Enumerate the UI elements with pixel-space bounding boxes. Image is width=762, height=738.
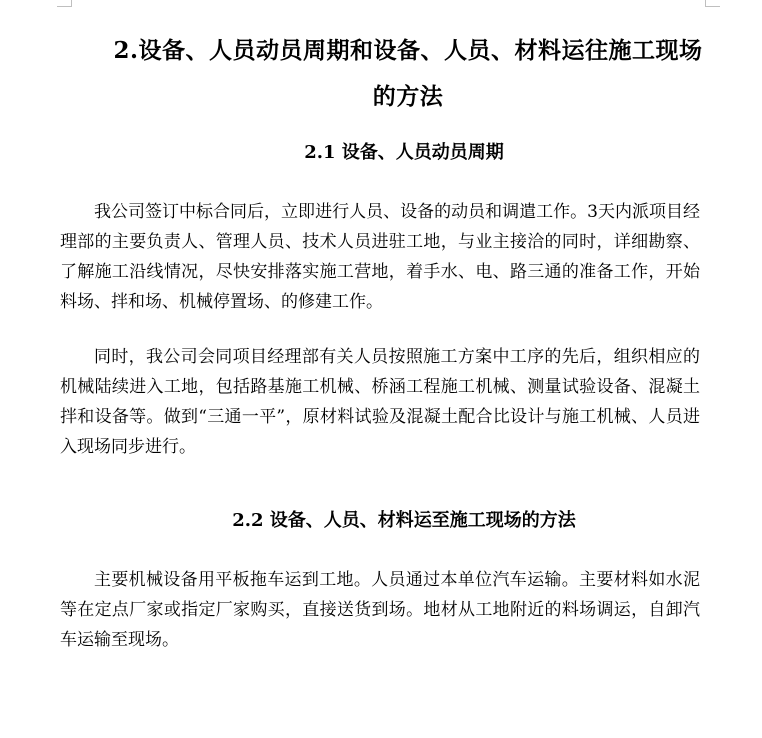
paragraph-mobilization: 我公司签订中标合同后，立即进行人员、设备的动员和调遣工作。3天内派项目经理部的主要负责人、管理人员、技术人员进驻工地，与业主接洽的同时，详细勘察、了解施工沿线情况，尽快安排落实施工营地，着手水、电、路三通的准备工作，开始料场、拌和场、机械停置场、的修建工作。 bbox=[60, 202, 700, 312]
section-heading-2-1: 2.1 设备、人员动员周期 bbox=[304, 142, 504, 163]
page-corner-mark-left bbox=[57, 0, 72, 7]
page-corner-mark-right bbox=[705, 0, 720, 7]
paragraph-transport-method: 主要机械设备用平板拖车运到工地。人员通过本单位汽车运输。主要材料如水泥等在定点厂家或指定厂家购买，直接送货到场。地材从工地附近的料场调运，自卸汽车运输至现场。 bbox=[60, 570, 700, 650]
page-title: 2.设备、人员动员周期和设备、人员、材料运往施工现场的方法 bbox=[113, 37, 703, 110]
section-heading-2-2: 2.2 设备、人员、材料运至施工现场的方法 bbox=[232, 510, 576, 531]
paragraph-equipment-entry: 同时，我公司会同项目经理部有关人员按照施工方案中工序的先后，组织相应的机械陆续进入工地，包括路基施工机械、桥涵工程施工机械、测量试验设备、混凝土拌和设备等。做到“三通一平”，原材料试验及混凝土配合比设计与施工机械、人员进入现场同步进行。 bbox=[60, 347, 700, 457]
